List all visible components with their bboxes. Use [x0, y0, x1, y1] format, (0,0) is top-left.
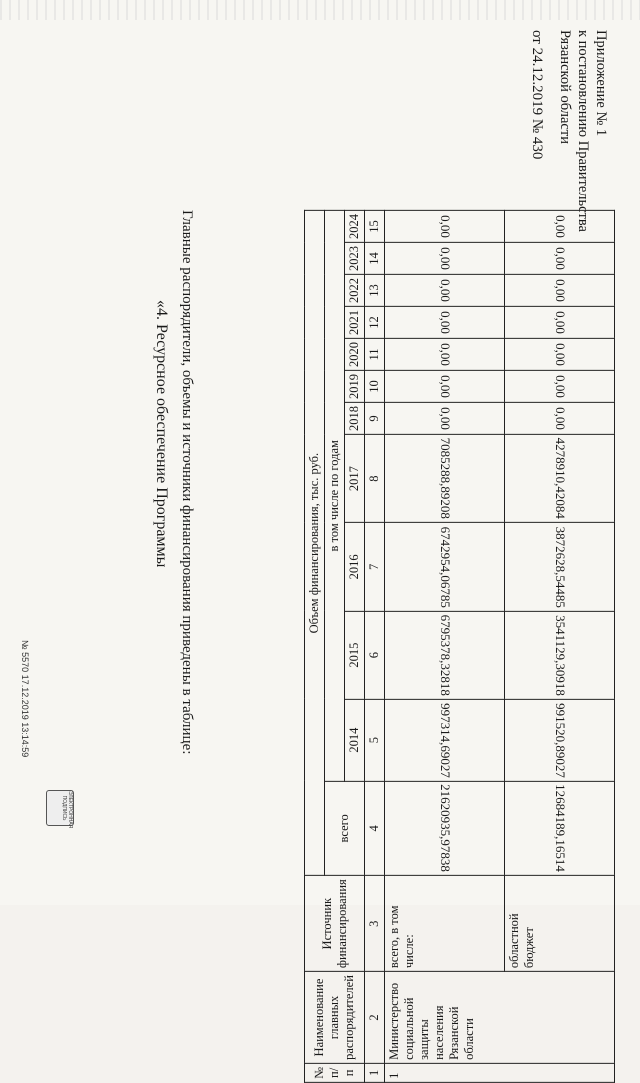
year-2014: 2014: [345, 699, 365, 781]
col-number: 3: [365, 876, 385, 972]
row-year-value: [505, 307, 615, 339]
col-number: 5: [365, 699, 385, 781]
appendix-line-2: к постановлению Правительства: [575, 30, 591, 232]
header-name: Наименование главных распорядителей: [305, 972, 365, 1064]
appendix-line-1: Приложение № 1: [593, 30, 609, 137]
row-source: областной бюджет: [505, 876, 615, 972]
table-row: [505, 211, 615, 1083]
row-year-value: [385, 339, 505, 371]
value-text: 0,00: [552, 279, 568, 302]
col-number: 14: [365, 243, 385, 275]
value-text: 6795378,32818: [437, 614, 453, 696]
header-by-years: в том числе по годам: [325, 211, 345, 782]
row-year-value: [385, 403, 505, 435]
col-number: 6: [365, 611, 385, 699]
row-year-value: [505, 339, 615, 371]
value-text: 991520,89027: [552, 702, 568, 778]
row-year-value: [385, 435, 505, 523]
header-total: всего: [325, 781, 365, 876]
value-text: 0,00: [552, 247, 568, 270]
row-year-value: [385, 699, 505, 781]
row-year-value: [385, 307, 505, 339]
col-number: 13: [365, 275, 385, 307]
col-number: 4: [365, 781, 385, 876]
header-num: № п/п: [305, 1063, 365, 1082]
row-year-value: [505, 403, 615, 435]
value-text: 0,00: [437, 375, 453, 398]
year-2023: 2023: [345, 243, 365, 275]
value-text: 0,00: [437, 311, 453, 334]
value-text: 997314,69027: [437, 702, 453, 778]
row-year-value: [505, 611, 615, 699]
value-text: 3872628,54485: [552, 526, 568, 608]
row-year-value: [385, 523, 505, 611]
value-text: 0,00: [552, 375, 568, 398]
row-source: всего, в том числе:: [385, 876, 505, 972]
value-text: 0,00: [437, 215, 453, 238]
registration-stamp: № 5570 17.12.2019 13:14:59: [20, 640, 30, 758]
value-text: 0,00: [437, 279, 453, 302]
row-year-value: [505, 699, 615, 781]
header-source: Источник финансирования: [305, 876, 365, 972]
row-year-value: [385, 211, 505, 243]
year-2015: 2015: [345, 611, 365, 699]
table-row: [385, 211, 505, 1083]
col-number: 15: [365, 211, 385, 243]
value-text: 0,00: [552, 407, 568, 430]
row-num: 1: [385, 1063, 615, 1082]
value-text: 0,00: [437, 247, 453, 270]
intro-text: Главные распорядители, объемы и источники финансирования приведены в таблице:: [179, 210, 195, 755]
row-year-value: [505, 523, 615, 611]
e-signature-stamp: [46, 790, 74, 829]
value-text: 0,00: [552, 343, 568, 366]
year-2019: 2019: [345, 371, 365, 403]
section-heading: «4. Ресурсное обеспечение Программы: [153, 300, 170, 568]
col-number: 1: [365, 1063, 385, 1082]
row-total: [385, 781, 505, 876]
row-name: Министерство социальной защиты населения Рязанской области: [385, 972, 615, 1064]
appendix-date: от 24.12.2019 № 430: [529, 30, 545, 160]
col-number: 11: [365, 339, 385, 371]
value-text: 6742954,06785: [437, 526, 453, 608]
row-year-value: [505, 211, 615, 243]
year-2016: 2016: [345, 523, 365, 611]
row-year-value: [505, 243, 615, 275]
row-total: [505, 781, 615, 876]
value-text: 21620935,97838: [437, 784, 453, 873]
row-year-value: [385, 243, 505, 275]
year-2024: 2024: [345, 211, 365, 243]
row-year-value: [385, 371, 505, 403]
value-text: 4278910,42084: [552, 438, 568, 520]
col-number: 12: [365, 307, 385, 339]
column-number-row: [365, 211, 385, 1083]
value-text: 0,00: [437, 343, 453, 366]
year-2022: 2022: [345, 275, 365, 307]
value-text: 0,00: [552, 215, 568, 238]
row-year-value: [385, 275, 505, 307]
header-volume: Объем финансирования, тыс. руб.: [305, 211, 325, 876]
col-number: 9: [365, 403, 385, 435]
year-2020: 2020: [345, 339, 365, 371]
row-year-value: [505, 371, 615, 403]
col-number: 8: [365, 435, 385, 523]
appendix-block: [528, 30, 610, 232]
col-number: 2: [365, 972, 385, 1064]
col-number: 7: [365, 523, 385, 611]
year-2021: 2021: [345, 307, 365, 339]
row-year-value: [385, 611, 505, 699]
col-number: 10: [365, 371, 385, 403]
row-year-value: [505, 275, 615, 307]
row-year-value: [505, 435, 615, 523]
value-text: 7085288,89208: [437, 438, 453, 520]
value-text: 0,00: [437, 407, 453, 430]
year-2018: 2018: [345, 403, 365, 435]
year-2017: 2017: [345, 435, 365, 523]
value-text: 0,00: [552, 311, 568, 334]
stamp-text: ЭЛЕКТРОННАЯ ПОДПИСЬ: [61, 791, 73, 829]
value-text: 3541129,30918: [552, 614, 568, 696]
financing-table: [304, 210, 615, 1083]
appendix-line-3: Рязанской области: [557, 30, 573, 144]
value-text: 12684189,16514: [552, 784, 568, 873]
